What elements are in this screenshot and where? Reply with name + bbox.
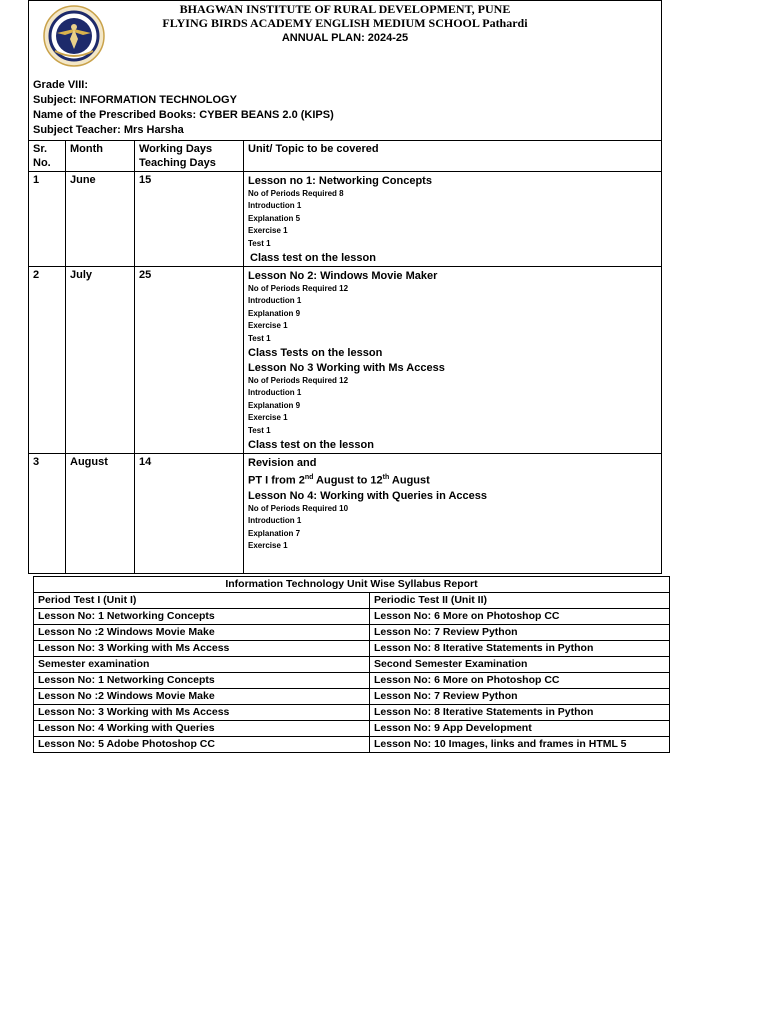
institute-name: BHAGWAN INSTITUTE OF RURAL DEVELOPMENT, PUNE <box>179 2 511 16</box>
table-row: Lesson No: 3 Working with Ms Access Lesson No: 8 Iterative Statements in Python <box>34 641 670 657</box>
table-row: Lesson No: 4 Working with Queries Lesson No: 9 App Development <box>34 721 670 737</box>
table-row: 1 June 15 Lesson no 1: Networking Concepts No of Periods Required 8 Introduction 1 Explanation 5 Exercise 1 Test 1 Class test on the lesson <box>29 172 662 267</box>
table-row: Period Test I (Unit I) Periodic Test II (Unit II) <box>34 593 670 609</box>
table-row: Lesson No: 1 Networking Concepts Lesson No: 6 More on Photoshop CC <box>34 609 670 625</box>
topic-cell: Lesson No 2: Windows Movie Maker No of Periods Required 12 Introduction 1 Explanation 9 Exercise 1 Test 1 Class Tests on the lesson Lesson No 3 Working with Ms Access No of Periods Required 12 Introduction 1 Explanation 9 Exercise 1 Test 1 Class test on the lesson <box>244 267 662 454</box>
plan-table <box>28 140 662 574</box>
table-row: Lesson No: 5 Adobe Photoshop CC Lesson No: 10 Images, links and frames in HTML 5 <box>34 737 670 753</box>
table-row: Lesson No :2 Windows Movie Make Lesson No: 7 Review Python <box>34 689 670 705</box>
plan-title: ANNUAL PLAN: 2024-25 <box>281 32 409 44</box>
plan-header-row <box>29 141 662 172</box>
table-row: Semester examination Second Semester Examination <box>34 657 670 673</box>
topic-header: Unit/ Topic to be covered <box>244 141 662 172</box>
grade-label: Grade VIII: <box>33 79 89 91</box>
sr-header: Sr. No. <box>29 141 66 172</box>
teacher-label: Subject Teacher: Mrs Harsha <box>33 124 184 136</box>
school-name: FLYING BIRDS ACADEMY ENGLISH MEDIUM SCHOOL Pathardi <box>162 16 528 30</box>
month-header: Month <box>66 141 135 172</box>
table-row: 3 August 14 Revision and PT I from 2nd August to 12th August Lesson No 4: Working with Queries in Access No of Periods Required 10 Introduction 1 Explanation 7 Exercise 1 <box>29 454 662 574</box>
topic-cell: Revision and PT I from 2nd August to 12th August Lesson No 4: Working with Queries in Access No of Periods Required 10 Introduction 1 Explanation 7 Exercise 1 <box>244 454 662 574</box>
syllabus-title: Information Technology Unit Wise Syllabus Report <box>34 577 670 593</box>
topic-cell: Lesson no 1: Networking Concepts No of Periods Required 8 Introduction 1 Explanation 5 Exercise 1 Test 1 Class test on the lesson <box>244 172 662 267</box>
books-label: Name of the Prescribed Books: CYBER BEANS 2.0 (KIPS) <box>33 109 334 121</box>
syllabus-table <box>33 576 670 753</box>
table-row: 2 July 25 Lesson No 2: Windows Movie Maker No of Periods Required 12 Introduction 1 Explanation 9 Exercise 1 Test 1 Class Tests on the lesson Lesson No 3 Working with Ms Access No of Periods Required 12 Introduction 1 Explanation 9 Exercise 1 Test 1 Class test on the lesson <box>29 267 662 454</box>
annual-plan <box>28 0 662 550</box>
table-row: Lesson No: 3 Working with Ms Access Lesson No: 8 Iterative Statements in Python <box>34 705 670 721</box>
table-row: Lesson No :2 Windows Movie Make Lesson No: 7 Review Python <box>34 625 670 641</box>
days-header: Working Days Teaching Days <box>135 141 244 172</box>
table-row: Lesson No: 1 Networking Concepts Lesson No: 6 More on Photoshop CC <box>34 673 670 689</box>
subject-label: Subject: INFORMATION TECHNOLOGY <box>33 94 237 106</box>
